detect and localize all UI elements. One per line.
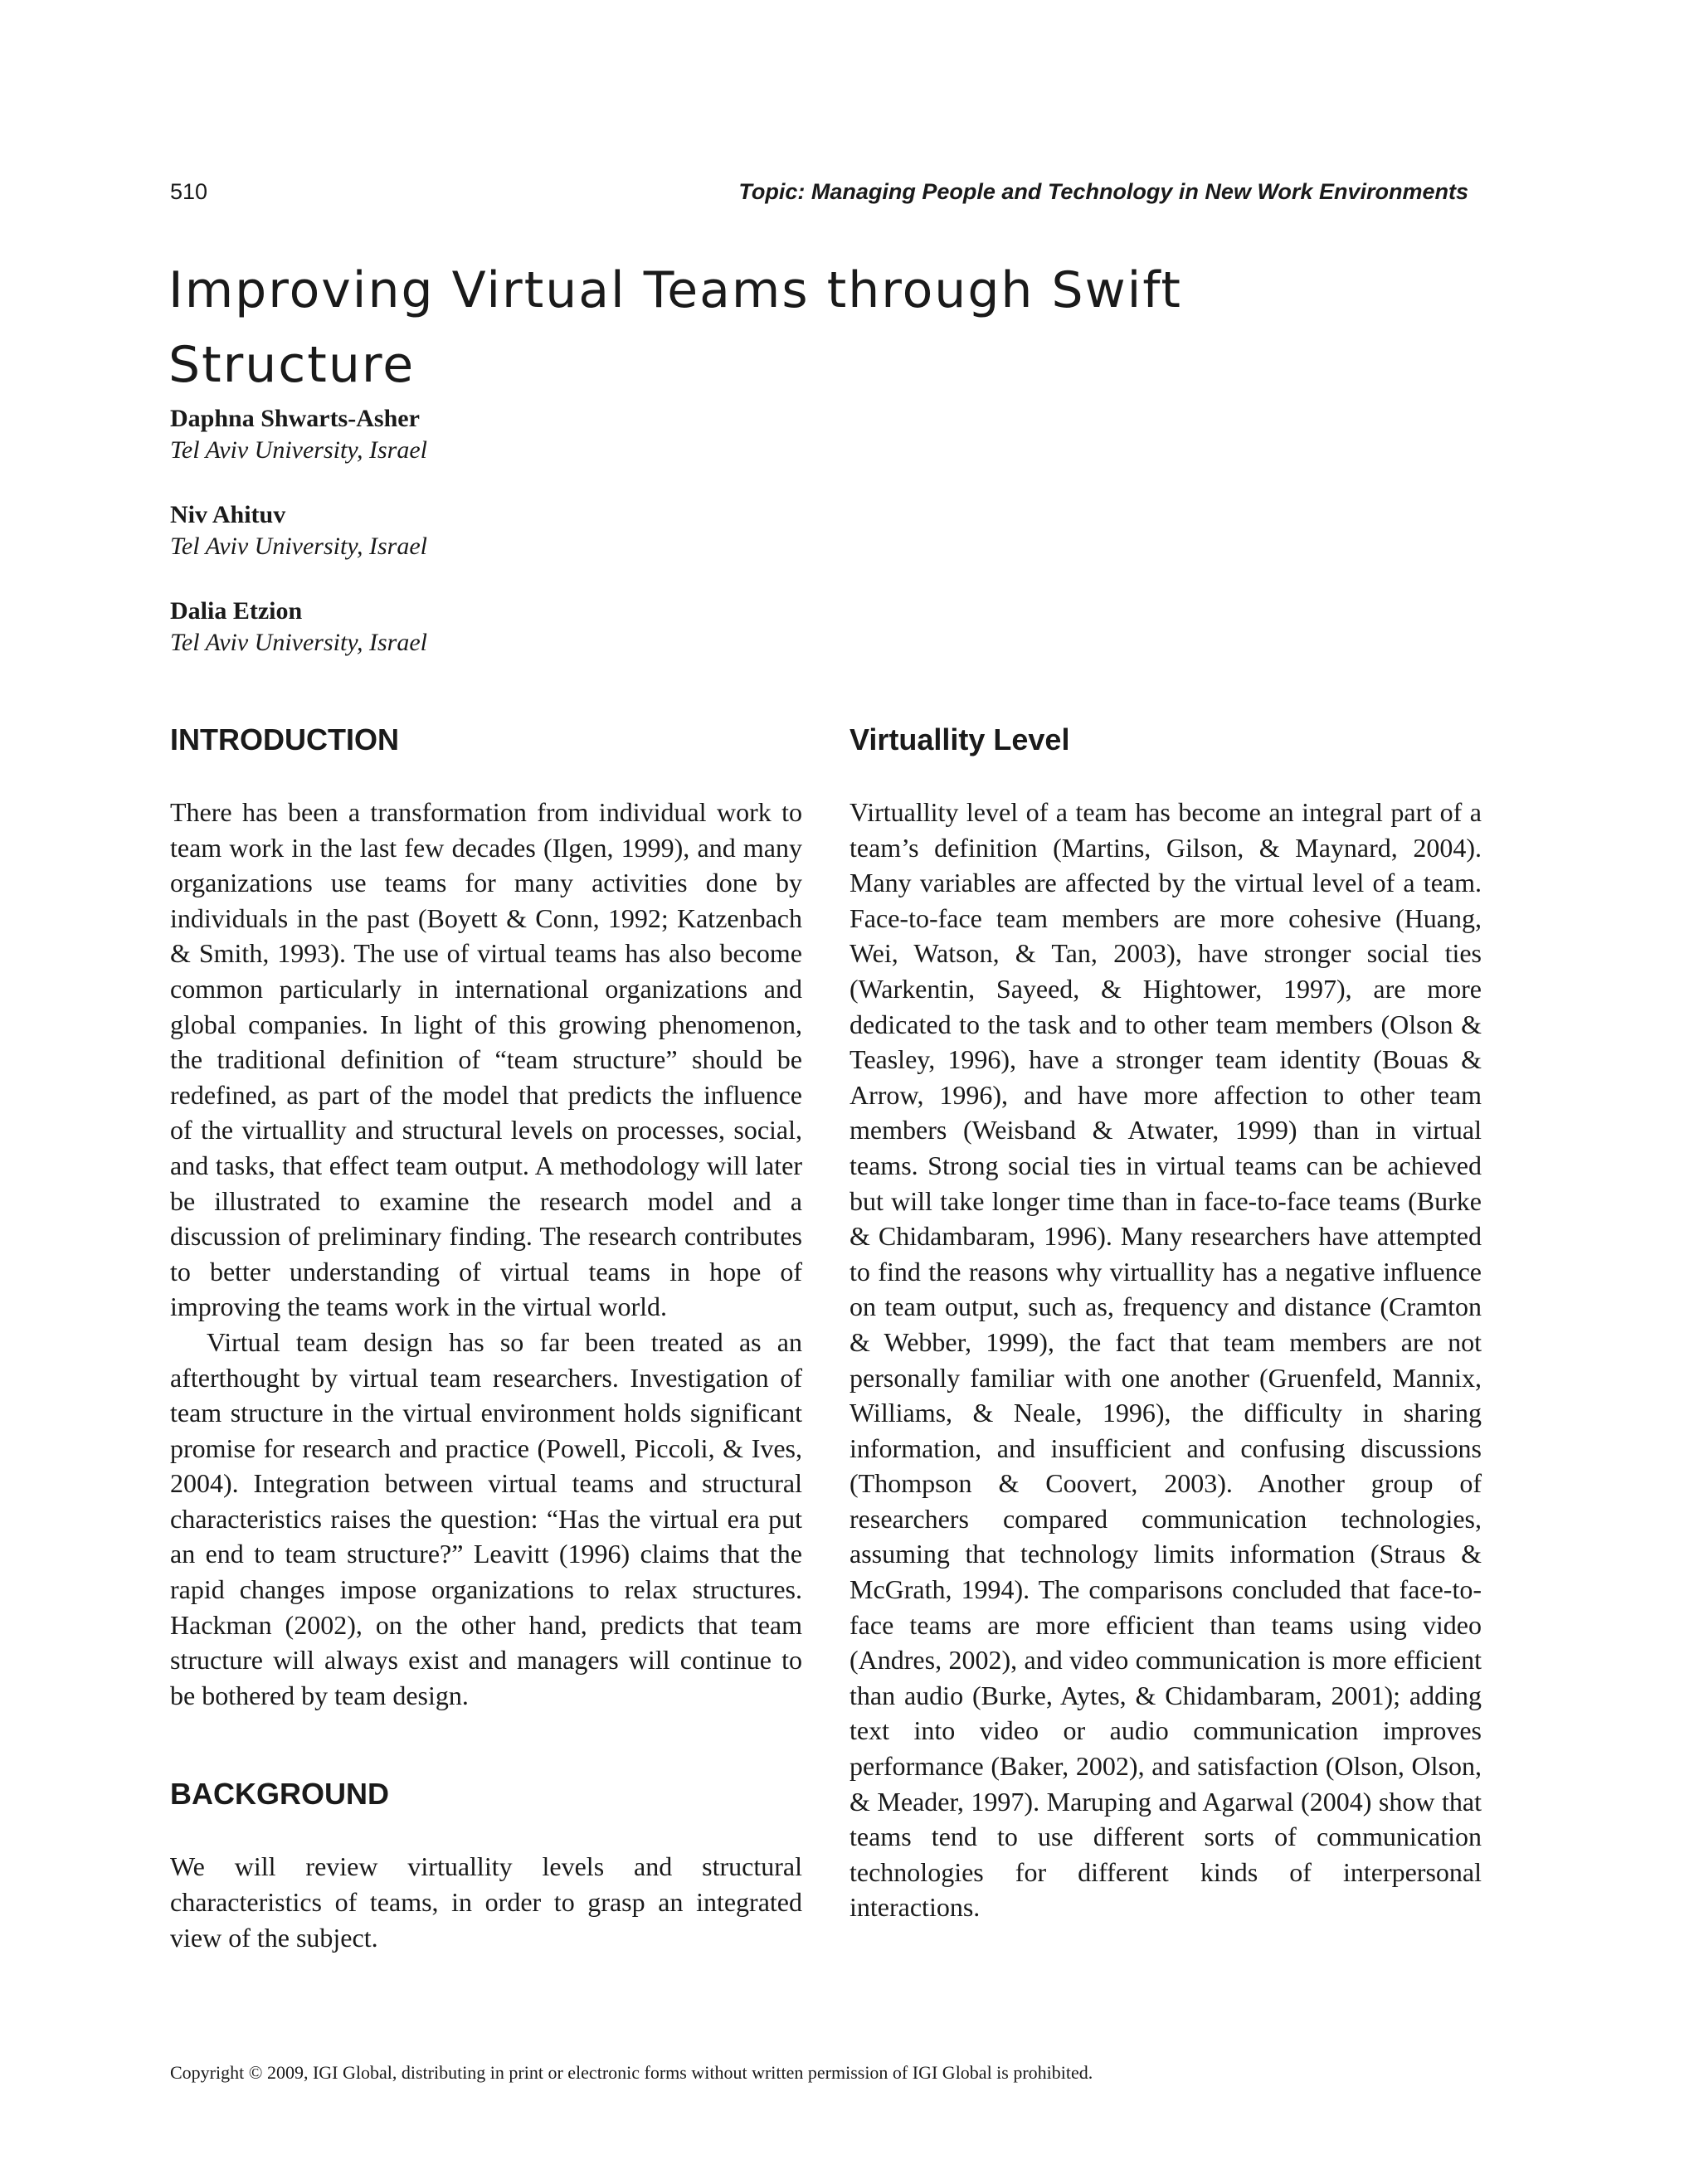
- copyright-notice: Copyright © 2009, IGI Global, distributing in print or electronic forms without written permission of IGI Global is prohibited.: [170, 2062, 1093, 2083]
- introduction-paragraph-2: Virtual team design has so far been treated as an afterthought by virtual team researchers. Investigation of team structure in the virtual environment holds significant promise for research and practice (Powell, Piccoli, & Ives, 2004). Integration between virtual teams and structural characteristics raises the question: “Has the virtual era put an end to team structure?” Leavitt (1996) claims that the rapid changes impose organizations to relax structures. Hackman (2002), on the other hand, predicts that team structure will always exist and managers will continue to be bothered by team design.: [170, 1326, 802, 1710]
- page-number: 510: [170, 179, 208, 204]
- background-paragraph-1: We will review virtuallity levels and structural characteristics of teams, in order to grasp an integrated view of the subject.: [170, 1851, 802, 1953]
- author-name: Daphna Shwarts-Asher: [170, 405, 420, 432]
- author-block: [170, 499, 917, 562]
- author-name: Niv Ahituv: [170, 501, 286, 528]
- left-column: [170, 722, 802, 1955]
- article-title: Improving Virtual Teams through Swift Structure: [168, 261, 1182, 394]
- author-list: [170, 403, 917, 692]
- author-affiliation: Tel Aviv University, Israel: [170, 436, 427, 464]
- running-head: Topic: Managing People and Technology in New Work Environments: [738, 179, 1468, 204]
- author-affiliation: Tel Aviv University, Israel: [170, 533, 427, 560]
- author-block: [170, 403, 917, 466]
- right-column: [850, 722, 1482, 1925]
- author-affiliation: Tel Aviv University, Israel: [170, 629, 427, 656]
- virtuallity-paragraph-1: Virtuallity level of a team has become an integral part of a team’s definition (Martins, Gilson, & Maynard, 2004). Many variables are affected by the virtual level of a team. Face-to-face team members are more cohesive (Huang, Wei, Watson, & Tan, 2003), have stronger social ties (Warkentin, Sayeed, & Hightower, 1997), are more dedicated to the task and to other team members (Olson & Teasley, 1996), have a stronger team identity (Bouas & Arrow, 1996), and have more affection to other team members (Weisband & Atwater, 1999) than in virtual teams. Strong social ties in virtual teams can be achieved but will take longer time than in face-to-face teams (Burke & Chidambaram, 1996). Many researchers have attempted to find the reasons why virtuallity has a negative influence on team output, such as, frequency and distance (Cramton & Webber, 1999), the fact that team members are not personally familiar with one another (Gruenfeld, Mannix, Williams, & Neale, 1996), the difficulty in sharing information, and insufficient and confusing discussions (Thompson & Coovert, 2003). Another group of researchers compared communication technologies, assuming that technology limits information (Straus & McGrath, 1994). The comparisons concluded that face-to-face teams are more efficient than teams using video (Andres, 2002), and video communication is more efficient than audio (Burke, Aytes, & Chidambaram, 2001); adding text into video or audio communication improves performance (Baker, 2002), and satisfaction (Olson, Olson, & Meader, 1997). Maruping and Agarwal (2004) show that teams tend to use different sorts of communication technologies for different kinds of interpersonal interactions.: [850, 797, 1482, 1923]
- author-block: [170, 596, 917, 659]
- introduction-heading: INTRODUCTION: [170, 722, 399, 756]
- background-heading: BACKGROUND: [170, 1777, 389, 1812]
- author-name: Dalia Etzion: [170, 597, 303, 625]
- virtuallity-level-heading: Virtuallity Level: [850, 722, 1070, 756]
- introduction-paragraph-1: There has been a transformation from individual work to team work in the last few decades (Ilgen, 1999), and many organizations use teams for many activities done by individuals in the past (Boyett & Conn, 1992; Katzenbach & Smith, 1993). The use of virtual teams has also become common particularly in international organizations and global companies. In light of this growing phenomenon, the traditional definition of “team structure” should be redefined, as part of the model that predicts the influence of the virtuallity and structural levels on processes, social, and tasks, that effect team output. A methodology will later be illustrated to examine the research model and a discussion of preliminary finding. The research contributes to better understanding of virtual teams in hope of improving the teams work in the virtual world.: [170, 797, 802, 1322]
